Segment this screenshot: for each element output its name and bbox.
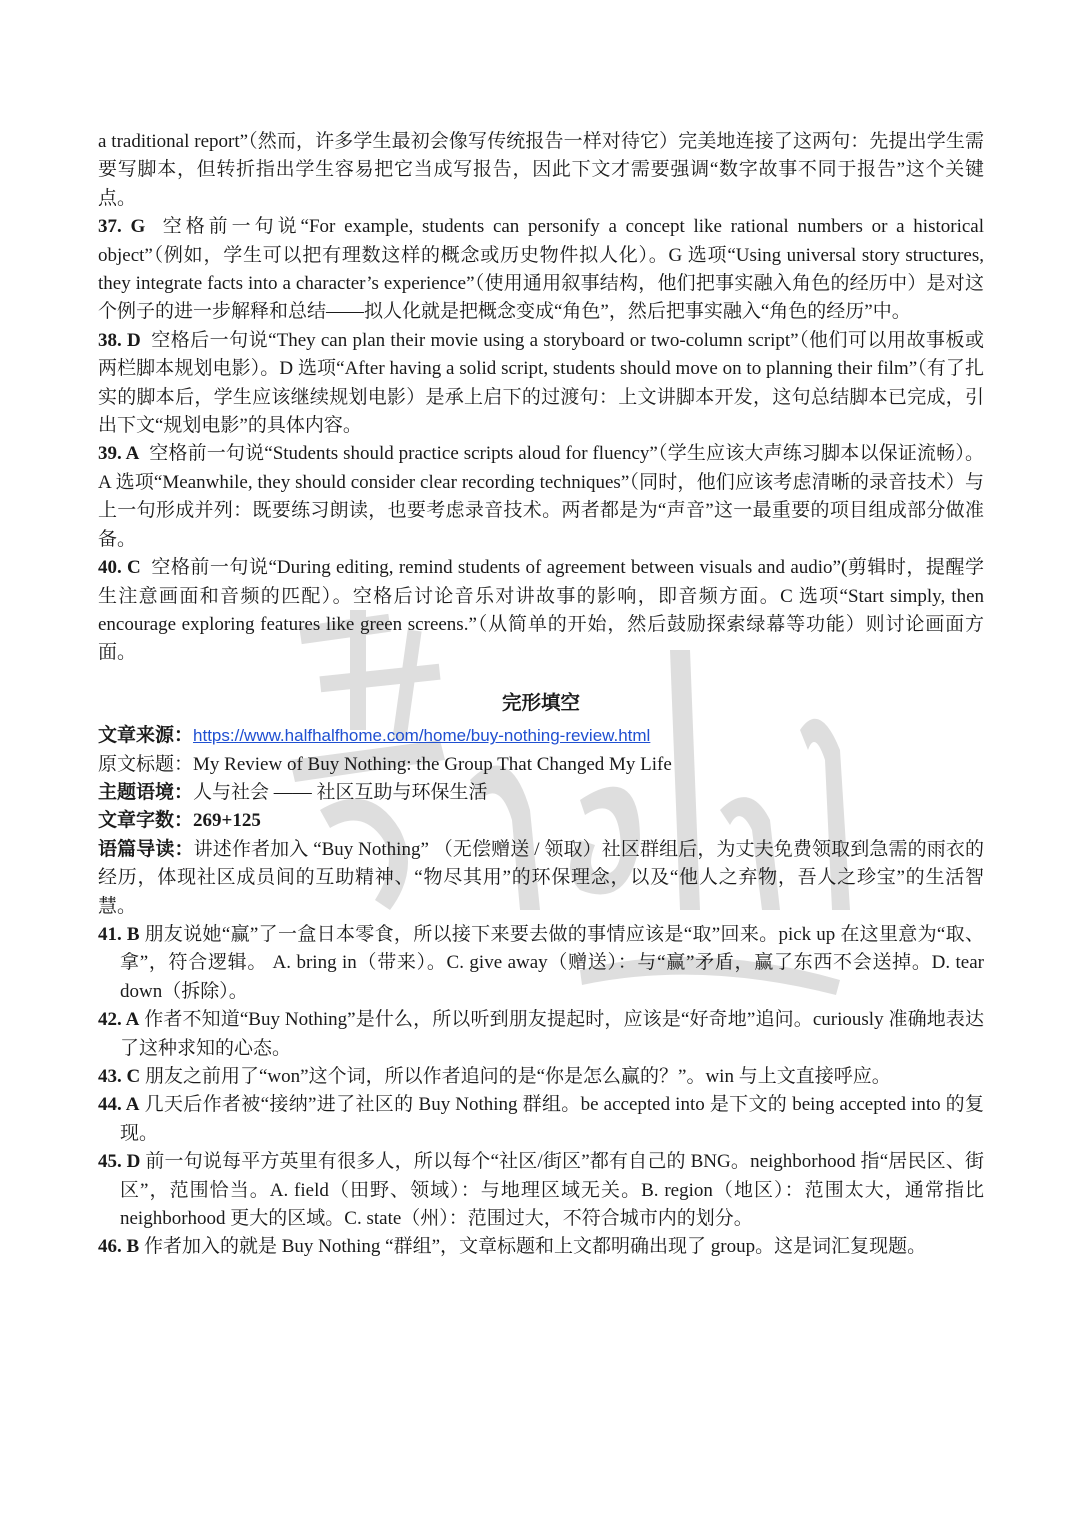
answer-number: 46. B — [98, 1236, 140, 1258]
title-line — [98, 751, 984, 779]
theme-line — [98, 779, 984, 807]
answer-explanation: 几天后作者被“接纳”进了社区的 Buy Nothing 群组。be accepted into 是下文的 being accepted into 的复现。 — [120, 1094, 985, 1144]
answer-explanation: 作者不知道“Buy Nothing”是什么，所以听到朋友提起时，应该是“好奇地”追问。curiously 准确地表达了这种求知的心态。 — [120, 1009, 984, 1059]
answer-number: 39. A — [98, 443, 140, 465]
cloze-answer-item — [98, 1148, 984, 1233]
source-link[interactable]: https://www.halfhalfhome.com/home/buy-nothing-review.html — [193, 726, 651, 746]
title-value: My Review of Buy Nothing: the Group That Changed My Life — [193, 753, 672, 775]
word-count-value: 269+125 — [193, 810, 261, 832]
answer-item — [98, 327, 984, 441]
document-page — [98, 128, 984, 1262]
cloze-answer-item — [98, 921, 984, 1006]
guide-value: 讲述作者加入 “Buy Nothing” （无偿赠送 / 领取）社区群组后，为丈夫免费领取到急需的雨衣的经历，体现社区成员间的互助精神、“物尽其用”的环保理念，以及“他人之弃物，吾人之珍宝”的生活智慧。 — [98, 838, 984, 917]
word-count-line — [98, 807, 984, 835]
cloze-answer-item — [98, 1091, 984, 1148]
guide-label: 语篇导读： — [98, 838, 194, 860]
cloze-answer-item — [98, 1006, 984, 1063]
cloze-answer-item — [98, 1063, 984, 1091]
intro-paragraph: a traditional report”（然而，许多学生最初会像写传统报告一样对待它）完美地连接了这两句：先提出学生需要写脚本，但转折指出学生容易把它当成写报告，因此下文才需要强调“数字故事不同于报告”这个关键点。 — [98, 131, 984, 209]
answer-number: 41. B — [98, 923, 140, 945]
answer-explanation: 空格前一句说“For example, students can personify a concept like rational numbers or a historical object”（例如，学生可以把有理数这样的概念或历史物件拟人化）。G 选项“Using universal story structures, they integrate facts into a character’s experience”（使用通用叙事结构，他们把事实融入角色的经历中）是对这个例子的进一步解释和总结——拟人化就是把概念变成“角色”，然后把事实融入“角色的经历”中。 — [98, 216, 985, 323]
answer-explanation: 空格后一句说“They can plan their movie using a storyboard or two-column script”（他们可以用故事板或两栏脚本规划电影）。D 选项“After having a solid script, students should move on to planning their film”（有了扎实的脚本后，学生应该继续规划电影）是承上启下的过渡句：上文讲脚本开发，这句总结脚本已完成，引出下文“规划电影”的具体内容。 — [98, 329, 984, 437]
answer-item — [98, 554, 984, 668]
theme-label: 主题语境： — [98, 781, 194, 803]
answer-number: 37. G — [98, 216, 146, 238]
word-count-label: 文章字数： — [98, 810, 194, 832]
guide-line — [98, 836, 984, 921]
source-line — [98, 722, 984, 750]
answer-number: 44. A — [98, 1094, 140, 1116]
section-title: 完形填空 — [501, 692, 580, 714]
answer-item — [98, 213, 984, 327]
theme-value: 人与社会 —— 社区互助与环保生活 — [193, 781, 488, 803]
answer-explanation: 朋友说她“赢”了一盒日本零食，所以接下来要去做的事情应该是“取”回来。pick up 在这里意为“取、拿”，符合逻辑。 A. bring in（带来）。C. give away（赠送）：与“赢”矛盾，赢了东西不会送掉。D. tear down（拆除）。 — [120, 923, 984, 1002]
answer-explanation: 空格前一句说“Students should practice scripts aloud for fluency”（学生应该大声练习脚本以保证流畅）。A 选项“Meanwhile, they should consider clear recording techniques”（同时，他们应该考虑清晰的录音技术）与上一句形成并列：既要练习朗读，也要考虑录音技术。两者都是为“声音”这一最重要的项目组成部分做准备。 — [98, 443, 984, 550]
answer-explanation: 朋友之前用了“won”这个词，所以作者追问的是“你是怎么赢的？”。win 与上文直接呼应。 — [144, 1066, 891, 1087]
cloze-answer-item — [98, 1233, 984, 1261]
answer-number: 42. A — [98, 1009, 140, 1031]
title-label: 原文标题： — [98, 753, 194, 775]
source-label: 文章来源： — [98, 725, 194, 747]
answer-number: 40. C — [98, 557, 141, 579]
answer-explanation: 作者加入的就是 Buy Nothing “群组”，文章标题和上文都明确出现了 group。这是词汇复现题。 — [143, 1236, 927, 1258]
answer-item — [98, 440, 984, 554]
answer-explanation: 空格前一句说“During editing, remind students of agreement between visuals and audio”(剪辑时，提醒学生注意画面和音频的匹配）。空格后讨论音乐对讲故事的影响，即音频方面。C 选项“Start simply, then encourage exploring features like green screens.”（从简单的开始，然后鼓励探索绿幕等功能）则讨论画面方面。 — [98, 557, 984, 664]
answer-number: 38. D — [98, 329, 141, 351]
answer-number: 43. C — [98, 1066, 141, 1087]
answer-number: 45. D — [98, 1151, 141, 1173]
answer-explanation: 前一句说每平方英里有很多人，所以每个“社区/街区”都有自己的 BNG。neighborhood 指“居民区、街区”，范围恰当。A. field（田野、领域）：与地理区域无关。B. region（地区）：范围太大，通常指比 neighborhood 更大的区域。C. state（州）：范围过大，不符合城市内的划分。 — [120, 1151, 984, 1230]
